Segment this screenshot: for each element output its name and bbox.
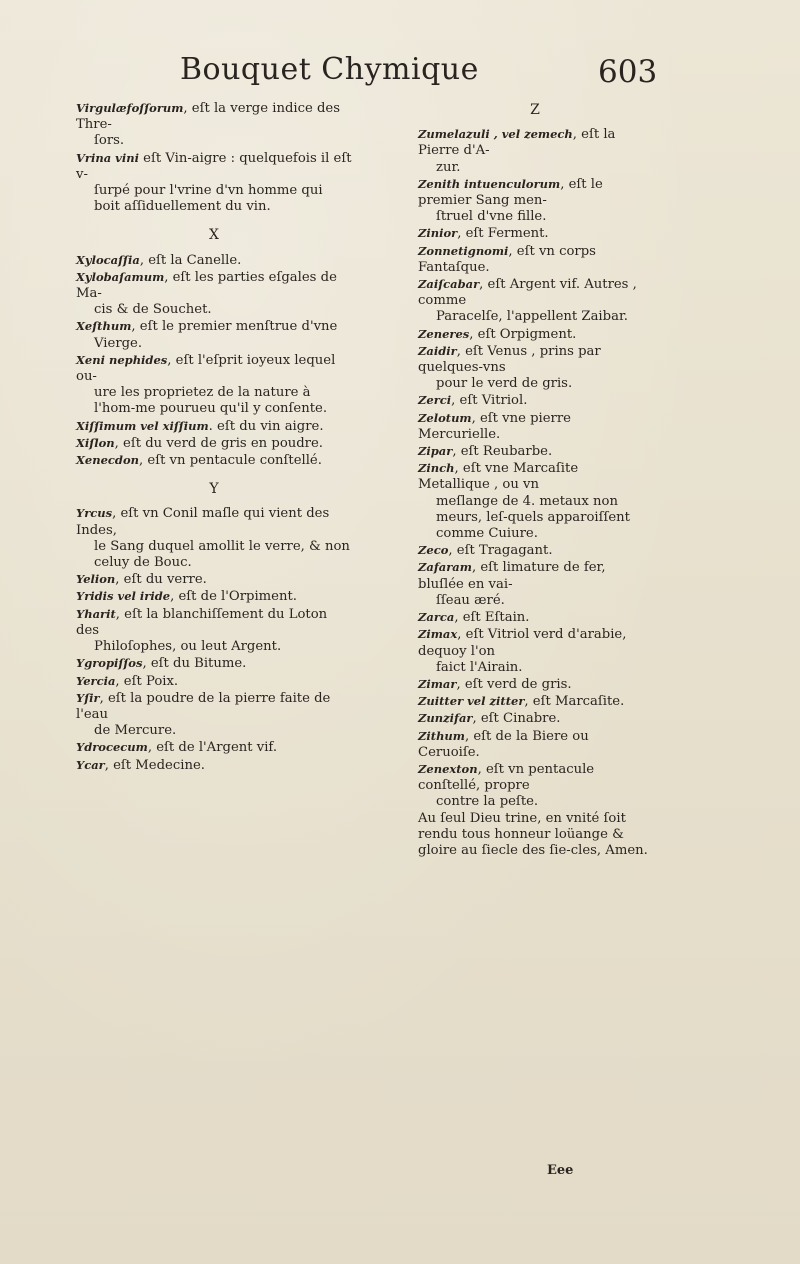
entry-term: Xenecdon (76, 453, 139, 468)
glossary-entry (76, 505, 352, 571)
section-letter-x: X (209, 227, 219, 244)
entry-definition: , eſt Ferment. (457, 226, 549, 242)
entry-definition: , eſt Venus , prins par quelques-vns (418, 343, 601, 376)
entry-term: Zeneres (418, 326, 470, 341)
entry-term: Zenith intuenculorum (418, 176, 561, 191)
entry-definition: , eſt du verd de gris en poudre. (114, 435, 323, 451)
glossary-entry (418, 728, 652, 761)
entry-definition: , eſt vn corps Fantaſque. (418, 243, 596, 275)
entry-definition: , eſt le premier menſtrue d'vne (131, 319, 338, 335)
entry-definition: , eſt vne pierre Mercurielle. (418, 410, 571, 442)
glossary-entry (418, 676, 652, 693)
entries-x (76, 252, 352, 470)
left-column (76, 100, 352, 774)
entries-y (76, 505, 352, 773)
entry-term: Ydrocecum (76, 740, 148, 755)
glossary-entry (418, 609, 652, 626)
entry-definition: , eſt de l'Argent vif. (147, 740, 278, 756)
entry-continuation: meſlange de 4. metaux non meurs, leſ-quels apparoiſſent comme Cuiure. (436, 493, 630, 542)
entry-term: Zithum (418, 728, 465, 743)
entry-term: Zonnetignomi (418, 243, 509, 258)
glossary-entry (418, 559, 652, 609)
section-letter-y: Y (209, 481, 219, 498)
entry-term: Xiſlon (76, 435, 115, 450)
entry-definition: , eſt vn pentacule conſtellé, propre (418, 761, 595, 794)
entry-continuation: Vierge. (94, 335, 143, 351)
glossary-entry (76, 673, 352, 690)
entries-v (76, 100, 352, 215)
glossary-entry (418, 243, 652, 276)
entry-definition: , eſt le premier Sang men- (418, 176, 603, 209)
entry-continuation: ſtruel d'vne fille. (436, 209, 547, 225)
right-column (418, 100, 652, 859)
entry-definition: , eſt la Canelle. (139, 252, 242, 268)
entry-term: Vrina vini (76, 150, 139, 165)
entry-definition: , eſt Medecine. (104, 757, 205, 773)
entry-term: Zumelazuli , vel zemech (418, 127, 573, 142)
entry-term: Zimax (418, 627, 458, 642)
entry-term: Yridis vel iride (76, 589, 171, 604)
glossary-entry (76, 571, 352, 588)
section-letter-z: Z (530, 102, 540, 118)
glossary-entry (76, 352, 352, 418)
glossary-entry (418, 542, 652, 559)
entry-term: Zarca (418, 610, 455, 625)
glossary-entry (418, 443, 652, 460)
glossary-entry (418, 392, 652, 409)
entry-definition: , eſt verd de gris. (456, 676, 572, 692)
entry-definition: , eſt Eſtain. (454, 610, 530, 626)
entry-definition: , eſt Poix. (115, 673, 179, 689)
glossary-entry (418, 126, 652, 176)
entry-definition: , eſt de l'Orpiment. (170, 589, 297, 605)
entry-definition: , eſt du verre. (115, 572, 207, 588)
entry-continuation: ſurpé pour l'vrine d'vn homme qui boit aſſiduellement du vin. (94, 183, 323, 215)
entry-continuation: ſors. (94, 133, 125, 149)
glossary-entry (76, 252, 352, 269)
entry-term: Xeni nephides (76, 352, 168, 367)
entry-term: Ycar (76, 757, 105, 772)
entry-continuation: Philoſophes, ou leut Argent. (94, 639, 282, 655)
glossary-entry (418, 343, 652, 393)
entry-definition: , eſt les parties eſgales de Ma- (76, 269, 337, 302)
entry-term: Xylobaſamum (76, 269, 165, 284)
entry-continuation: pour le verd de gris. (436, 376, 573, 392)
glossary-entry (418, 225, 652, 242)
running-title: Bouquet Chymique (180, 52, 479, 87)
entry-term: Zuitter vel zitter (418, 694, 525, 709)
entry-continuation: le Sang duquel amollit le verre, & non celuy de Bouc. (94, 538, 350, 571)
entry-definition: , eſt vn Conil maſle qui vient des Indes, (76, 506, 330, 538)
glossary-entry (418, 460, 652, 542)
glossary-entry (76, 690, 352, 740)
glossary-entry (76, 318, 352, 351)
entry-continuation: faict l'Airain. (436, 659, 523, 675)
entry-term: Yercia (76, 673, 116, 688)
entry-continuation: zur. (436, 159, 461, 175)
entry-definition: , eſt l'eſprit ioyeux lequel ou- (76, 352, 336, 385)
entry-continuation: contre la peſte. (436, 794, 539, 810)
entry-term: Zerci (418, 393, 452, 408)
entry-term: Ygropiſſos (76, 656, 143, 671)
entry-term: Zaiſcabar (418, 277, 480, 292)
glossary-entry (76, 606, 352, 656)
glossary-entry (418, 410, 652, 443)
entry-term: Zimar (418, 676, 457, 691)
entry-term: Xiſſimum vel xiſſium (76, 418, 209, 433)
entry-term: Zinior (418, 226, 458, 241)
glossary-entry (76, 655, 352, 672)
entry-definition: . eſt du vin aigre. (208, 418, 324, 434)
glossary-entry (418, 626, 652, 676)
entry-definition: , eſt de la Biere ou Ceruoiſe. (418, 728, 589, 760)
entry-definition: , eſt Vitriol verd d'arabie, dequoy l'on (418, 627, 627, 659)
glossary-entry (418, 176, 652, 226)
entry-definition: , eſt vn pentacule conſtellé. (139, 453, 322, 469)
entry-definition: , eſt la verge indice des Thre- (76, 101, 341, 133)
glossary-entry (76, 418, 352, 435)
entry-definition: , eſt Vitriol. (451, 393, 528, 409)
entry-term: Yharit (76, 606, 116, 621)
glossary-entry (76, 452, 352, 469)
entry-continuation: ure les proprietez de la nature à l'hom-me pourueu qu'il y conſente. (94, 385, 328, 417)
glossary-entry (76, 269, 352, 319)
entry-term: Zafaram (418, 560, 472, 575)
entry-continuation: Paracelſe, l'appellent Zaibar. (436, 309, 628, 325)
entry-term: Yſir (76, 690, 100, 705)
entry-definition: , eſt vne Marcaſite Metallique , ou vn (418, 461, 579, 493)
glossary-entry (418, 710, 652, 727)
entry-continuation: ſſeau æré. (436, 592, 505, 608)
entry-definition: , eſt la Pierre d'A- (418, 127, 616, 159)
glossary-entry (76, 588, 352, 605)
entry-term: Zipar (418, 444, 453, 459)
entry-term: Yrcus (76, 506, 113, 521)
entry-term: Xeſthum (76, 319, 132, 334)
entry-definition: , eſt Cinabre. (472, 711, 561, 727)
entry-term: Zinch (418, 461, 455, 476)
entry-definition: , eſt la poudre de la pierre faite de l'eau (76, 690, 331, 722)
entry-continuation: de Mercure. (94, 723, 177, 739)
glossary-entry (76, 150, 352, 216)
entry-continuation: cis & de Souchet. (94, 302, 212, 318)
glossary-entry (418, 326, 652, 343)
signature-mark: Eee (547, 1163, 574, 1178)
entry-definition: , eſt la blanchiſſement du Loton des (76, 606, 328, 638)
glossary-entry (76, 100, 352, 150)
entry-term: Zenexton (418, 761, 478, 776)
entry-definition: eſt Vin-aigre : quelquefois il eſt v- (76, 150, 352, 182)
entry-term: Xylocaſſia (76, 252, 140, 267)
glossary-entry (76, 739, 352, 756)
entry-term: Zeco (418, 543, 449, 558)
entry-definition: , eſt limature de fer, bluſlée en vai- (418, 560, 606, 592)
entry-definition: , eſt Marcaſite. (524, 694, 625, 710)
glossary-entry (418, 761, 652, 811)
glossary-entry (76, 435, 352, 452)
entry-definition: , eſt Orpigment. (469, 326, 577, 342)
entry-term: Zelotum (418, 410, 472, 425)
entry-definition: , eſt Reubarbe. (452, 444, 553, 460)
entry-term: Virgulæfoſſorum (76, 101, 184, 115)
glossary-entry (418, 693, 652, 710)
glossary-entry (76, 757, 352, 774)
page-number: 603 (598, 54, 658, 90)
entry-definition: , eſt du Bitume. (142, 656, 247, 672)
entry-term: Yelion (76, 572, 116, 587)
entry-term: Zunzifar (418, 711, 473, 726)
closing-doxology: Au ſeul Dieu trine, en vnité ſoit rendu tous honneur loüange & gloire au ſiecle des ſie-cles, Amen. (418, 810, 648, 858)
entry-definition: , eſt Tragagant. (448, 543, 553, 559)
glossary-entry (418, 276, 652, 326)
running-head (180, 52, 680, 102)
entry-definition: , eſt Argent vif. Autres , comme (418, 277, 637, 309)
entry-term: Zaidir (418, 343, 457, 358)
entries-z (418, 126, 652, 810)
